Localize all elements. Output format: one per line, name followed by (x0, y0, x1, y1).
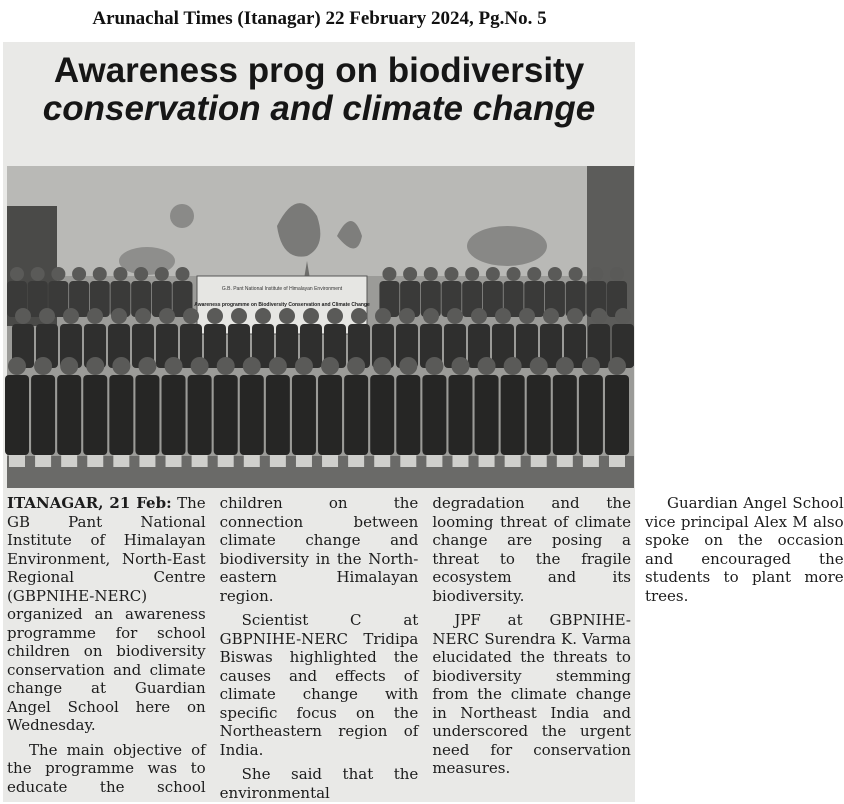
dateline: ITANAGAR, 21 Feb: (7, 494, 172, 512)
student-head (159, 308, 175, 324)
student-body (214, 375, 238, 455)
student-body (31, 375, 55, 455)
student-head (217, 357, 235, 375)
student-head (34, 357, 52, 375)
student-head (495, 308, 511, 324)
banner-org: G.B. Pant National Institute of Himalayan Environment (221, 286, 343, 292)
student-body (370, 375, 394, 455)
student-legs (479, 455, 495, 467)
student-head (556, 357, 574, 375)
headline-line-1: Awareness prog on biodiversity (53, 51, 585, 90)
student-legs (400, 455, 416, 467)
student-legs (61, 455, 77, 467)
student-head (527, 267, 541, 281)
article-paragraph: She said that the environmental degradation and the looming threat of climate change are posing a threat to the fragile ecosystem and its biodiversity. (219, 494, 631, 802)
student-head (447, 308, 463, 324)
student-head (87, 308, 103, 324)
student-head (471, 308, 487, 324)
student-head (327, 308, 343, 324)
student-head (138, 357, 156, 375)
source-line: Arunachal Times (Itanagar) 22 February 2024, Pg.No. 5 (92, 8, 547, 29)
student-body (162, 375, 186, 455)
student-legs (348, 455, 364, 467)
student-head (295, 357, 313, 375)
student-head (39, 308, 55, 324)
student-body (344, 375, 368, 455)
student-head (269, 357, 287, 375)
student-legs (113, 455, 129, 467)
student-head (60, 357, 78, 375)
article-paragraph: Scientist C at GBPNIHE-NERC Tridipa Biswas highlighted the causes and effects of climate change with specific focus on the Northeastern region of India. (219, 611, 419, 759)
student-head (86, 357, 104, 375)
student-head (507, 267, 521, 281)
student-head (399, 308, 415, 324)
student-head (610, 267, 624, 281)
student-head (8, 357, 26, 375)
student-head (155, 267, 169, 281)
student-legs (270, 455, 286, 467)
student-head (519, 308, 535, 324)
student-body (527, 375, 551, 455)
student-head (425, 357, 443, 375)
student-legs (244, 455, 260, 467)
student-legs (531, 455, 547, 467)
student-head (569, 267, 583, 281)
student-legs (296, 455, 312, 467)
student-head (399, 357, 417, 375)
student-head (347, 357, 365, 375)
student-head (112, 357, 130, 375)
student-head (373, 357, 391, 375)
student-head (93, 267, 107, 281)
student-head (191, 357, 209, 375)
student-legs (609, 455, 625, 467)
headline (3, 52, 635, 128)
article-paragraph: JPF at GBPNIHE-NERC Surendra K. Varma elucidated the threats to biodiversity stemming from the climate change in Northeast India and underscored the urgent need for conservation measures. (432, 611, 631, 777)
student-legs (139, 455, 155, 467)
student-legs (452, 455, 468, 467)
student-head (231, 308, 247, 324)
student-body (57, 375, 81, 455)
student-head (375, 308, 391, 324)
student-head (135, 308, 151, 324)
student-body (240, 375, 264, 455)
student-body (605, 375, 629, 455)
student-head (423, 308, 439, 324)
student-head (424, 267, 438, 281)
student-head (543, 308, 559, 324)
student-head (111, 308, 127, 324)
student-head (255, 308, 271, 324)
student-head (608, 357, 626, 375)
student-head (207, 308, 223, 324)
student-body (318, 375, 342, 455)
student-body (5, 375, 29, 455)
student-head (72, 267, 86, 281)
student-head (451, 357, 469, 375)
student-head (548, 267, 562, 281)
student-head (582, 357, 600, 375)
student-legs (426, 455, 442, 467)
student-legs (9, 455, 25, 467)
banner-title: Awareness programme on Biodiversity Conservation and Climate Change (194, 302, 370, 308)
student-legs (35, 455, 51, 467)
article-paragraph: The main objective of the programme was to educate the school children on the connection between climate change and biodiversity in the North-eastern Himalayan region. (7, 494, 419, 796)
student-body (83, 375, 107, 455)
student-head (113, 267, 127, 281)
student-head (10, 267, 24, 281)
student-body (266, 375, 290, 455)
student-body (188, 375, 212, 455)
student-head (176, 267, 190, 281)
student-head (530, 357, 548, 375)
student-body (109, 375, 133, 455)
article-body (7, 494, 844, 802)
student-head (15, 308, 31, 324)
student-head (615, 308, 631, 324)
student-head (478, 357, 496, 375)
student-legs (374, 455, 390, 467)
student-head (134, 267, 148, 281)
student-legs (218, 455, 234, 467)
student-body (422, 375, 446, 455)
article-paragraph: Guardian Angel School vice principal Alex M also spoke on the occasion and encouraged the students to plant more trees. (644, 494, 844, 605)
student-legs (583, 455, 599, 467)
student-head (351, 308, 367, 324)
student-head (31, 267, 45, 281)
student-body (553, 375, 577, 455)
student-head (567, 308, 583, 324)
headline-line-2: conservation and climate change (42, 88, 596, 128)
student-head (279, 308, 295, 324)
student-head (589, 267, 603, 281)
group-photo (7, 166, 634, 488)
student-head (382, 267, 396, 281)
student-body (292, 375, 316, 455)
student-body (396, 375, 420, 455)
student-head (486, 267, 500, 281)
student-head (303, 308, 319, 324)
student-head (504, 357, 522, 375)
student-head (444, 267, 458, 281)
student-head (591, 308, 607, 324)
student-legs (166, 455, 182, 467)
article-paragraph: ITANAGAR, 21 Feb: The GB Pant National Institute of Himalayan Environment, North-East Regional Centre (GBPNIHE-NERC) organized an awareness programme for school children on biodiversity conservation and climate change at Guardian Angel School here on Wednesday. (7, 494, 206, 734)
student-legs (87, 455, 103, 467)
student-legs (192, 455, 208, 467)
student-head (403, 267, 417, 281)
student-head (51, 267, 65, 281)
student-legs (505, 455, 521, 467)
student-head (183, 308, 199, 324)
student-legs (322, 455, 338, 467)
student-head (63, 308, 79, 324)
student-head (165, 357, 183, 375)
student-body (475, 375, 499, 455)
student-body (448, 375, 472, 455)
student-head (465, 267, 479, 281)
student-body (579, 375, 603, 455)
student-body (135, 375, 159, 455)
student-head (243, 357, 261, 375)
student-legs (557, 455, 573, 467)
student-head (321, 357, 339, 375)
student-body (501, 375, 525, 455)
newspaper-clipping (3, 42, 844, 802)
